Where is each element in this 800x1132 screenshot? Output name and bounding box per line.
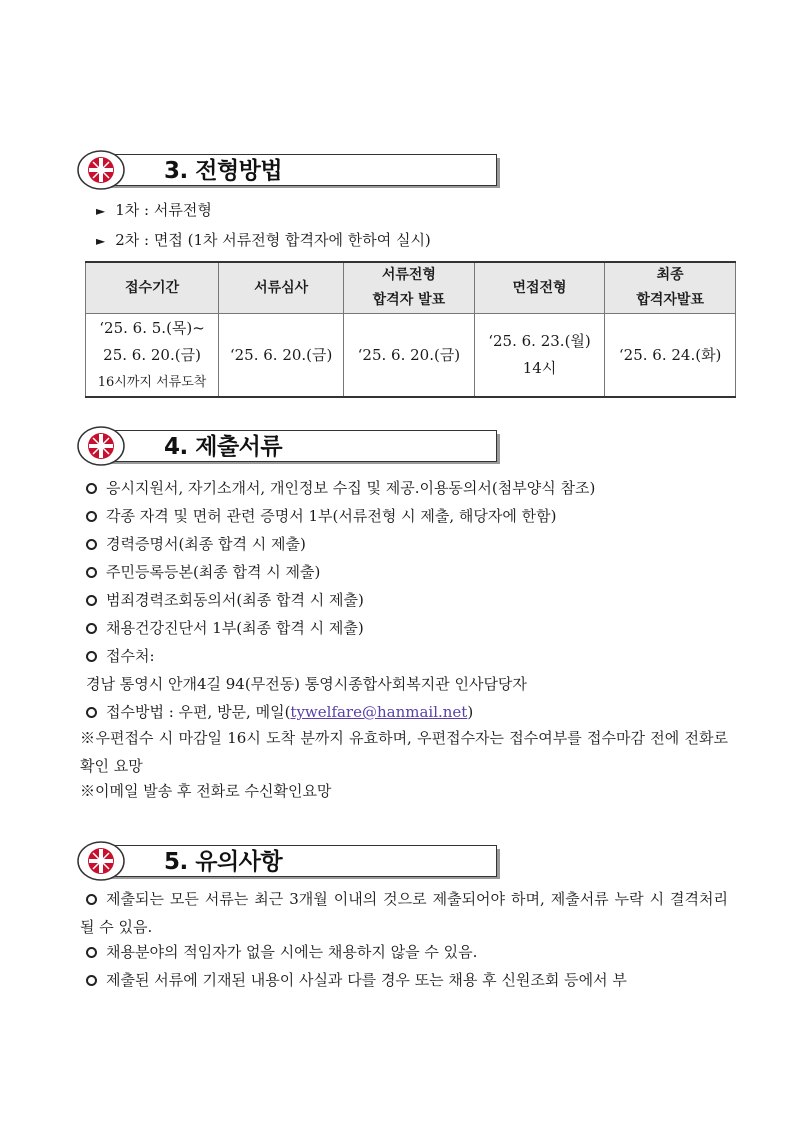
schedule-table bbox=[85, 261, 736, 398]
table-cell: ‘25. 6. 5.(목)~ 25. 6. 20.(금) 16시까지 서류도착 bbox=[86, 314, 219, 398]
list-item: 경력증명서(최종 합격 시 제출) bbox=[86, 533, 306, 554]
section-3-title: 3. 전형방법 bbox=[164, 158, 283, 184]
email-link[interactable]: tywelfare@hanmail.net bbox=[290, 703, 468, 721]
circle-bullet-icon bbox=[86, 975, 97, 986]
triangle-bullet-icon: ► bbox=[96, 234, 106, 248]
table-header-cell: 최종 합격자발표 bbox=[605, 262, 736, 314]
address-line: 경남 통영시 안개4길 94(무전동) 통영시종합사회복지관 인사담당자 bbox=[86, 675, 527, 693]
table-cell: ‘25. 6. 20.(금) bbox=[219, 314, 344, 398]
table-cell: ‘25. 6. 20.(금) bbox=[344, 314, 475, 398]
circle-bullet-icon bbox=[86, 707, 97, 718]
section-3-header bbox=[76, 148, 501, 192]
list-item: ► 2차 : 면접 (1차 서류전형 합격자에 한하여 실시) bbox=[96, 231, 431, 249]
circle-bullet-icon bbox=[86, 483, 97, 494]
list-item: 각종 자격 및 면허 관련 증명서 1부(서류전형 시 제출, 해당자에 한함) bbox=[86, 505, 556, 526]
table-header-cell: 접수기간 bbox=[86, 262, 219, 314]
circle-bullet-icon bbox=[86, 947, 97, 958]
table-header-row bbox=[86, 262, 736, 314]
table-header-cell: 서류심사 bbox=[219, 262, 344, 314]
circle-bullet-icon bbox=[86, 511, 97, 522]
note-paragraph: ※우편접수 시 마감일 16시 도착 분까지 유효하며, 우편접수자는 접수여부를 접수마감 전에 전화로 확인 요망 bbox=[80, 729, 728, 775]
list-item: 접수처: bbox=[86, 645, 155, 666]
section-4-title: 4. 제출서류 bbox=[164, 434, 283, 460]
table-header-cell: 면접전형 bbox=[474, 262, 605, 314]
section-5-header bbox=[76, 839, 501, 883]
list-item: ► 1차 : 서류전형 bbox=[96, 201, 212, 219]
circle-bullet-icon bbox=[86, 595, 97, 606]
caritas-emblem-icon bbox=[76, 839, 126, 883]
list-item: 제출된 서류에 기재된 내용이 사실과 다를 경우 또는 채용 후 신원조회 등에서 부 bbox=[86, 969, 627, 990]
note-line: ※이메일 발송 후 전화로 수신확인요망 bbox=[80, 782, 332, 800]
list-item: 범죄경력조회동의서(최종 합격 시 제출) bbox=[86, 589, 364, 610]
header-bar bbox=[104, 154, 497, 186]
table-cell: ‘25. 6. 23.(월) 14시 bbox=[474, 314, 605, 398]
header-bar bbox=[104, 845, 497, 877]
list-item: 접수방법 : 우편, 방문, 메일(tywelfare@hanmail.net) bbox=[86, 701, 473, 722]
list-item: 응시지원서, 자기소개서, 개인정보 수집 및 제공.이용동의서(첨부양식 참조) bbox=[86, 477, 595, 498]
list-item: 채용건강진단서 1부(최종 합격 시 제출) bbox=[86, 617, 364, 638]
list-item: 채용분야의 적임자가 없을 시에는 채용하지 않을 수 있음. bbox=[86, 941, 477, 962]
caritas-emblem-icon bbox=[76, 424, 126, 468]
caritas-emblem-icon bbox=[76, 148, 126, 192]
table-cell: ‘25. 6. 24.(화) bbox=[605, 314, 736, 398]
list-item: 주민등록등본(최종 합격 시 제출) bbox=[86, 561, 320, 582]
list-item: 제출되는 모든 서류는 최근 3개월 이내의 것으로 제출되어야 하며, 제출서류 누락 시 결격처리 될 수 있음. bbox=[80, 890, 728, 936]
circle-bullet-icon bbox=[86, 894, 97, 905]
circle-bullet-icon bbox=[86, 623, 97, 634]
triangle-bullet-icon: ► bbox=[96, 204, 106, 218]
section-5-title: 5. 유의사항 bbox=[164, 849, 283, 875]
circle-bullet-icon bbox=[86, 651, 97, 662]
section-4-header bbox=[76, 424, 501, 468]
circle-bullet-icon bbox=[86, 539, 97, 550]
table-row bbox=[86, 314, 736, 398]
table-header-cell: 서류전형 합격자 발표 bbox=[344, 262, 475, 314]
circle-bullet-icon bbox=[86, 567, 97, 578]
header-bar bbox=[104, 430, 497, 462]
